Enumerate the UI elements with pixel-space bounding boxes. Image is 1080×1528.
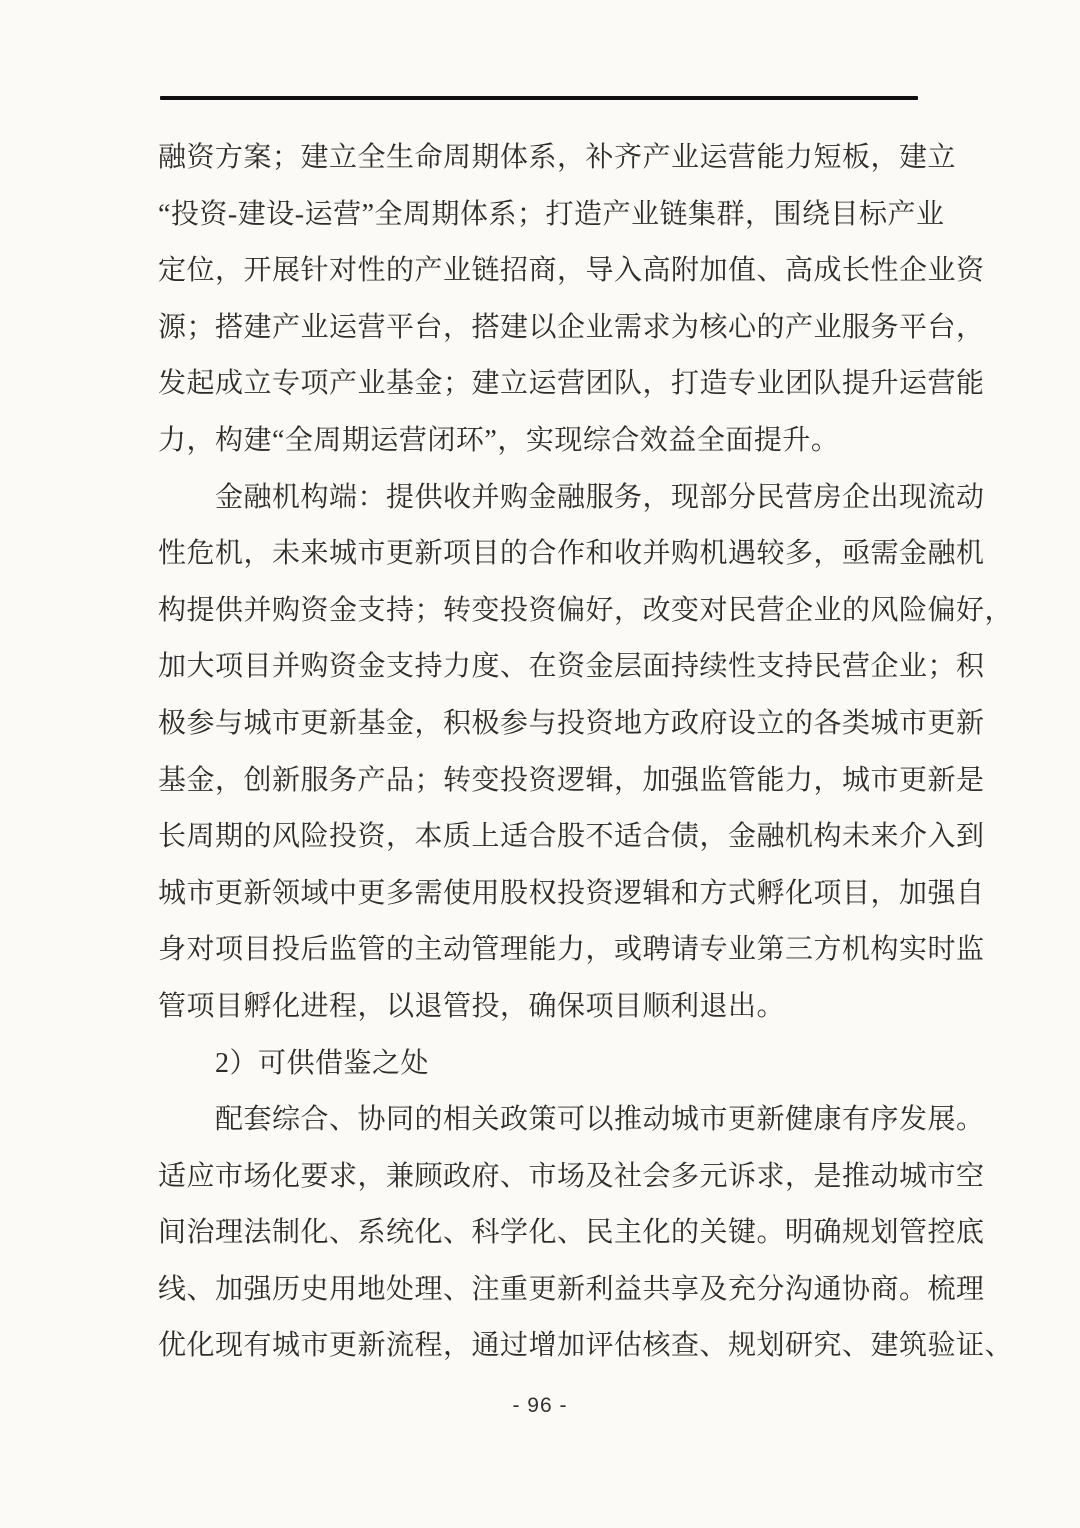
text-line: 优化现有城市更新流程，通过增加评估核查、规划研究、建筑验证、: [158, 1330, 1014, 1362]
text-line: 加大项目并购资金支持力度、在资金层面持续性支持民营企业；积: [158, 651, 985, 683]
text-line: 身对项目投后监管的主动管理能力，或聘请专业第三方机构实时监: [158, 934, 985, 966]
paragraph-policy-lessons: [158, 1092, 1014, 1375]
text-line: “投资-建设-运营”全周期体系；打造产业链集群，围绕目标产业: [158, 198, 945, 230]
text-line: 适应市场化要求，兼顾政府、市场及社会多元诉求，是推动城市空: [158, 1160, 985, 1192]
text-line: 定位，开展针对性的产业链招商，导入高附加值、高成长性企业资: [158, 255, 985, 287]
text-line: 间治理法制化、系统化、科学化、民主化的关键。明确规划管控底: [158, 1217, 985, 1249]
document-body: [158, 130, 1014, 1375]
text-line: 源；搭建产业运营平台，搭建以企业需求为核心的产业服务平台，: [158, 311, 985, 343]
text-line: 配套综合、协同的相关政策可以推动城市更新健康有序发展。: [215, 1104, 985, 1136]
text-line: 发起成立专项产业基金；建立运营团队，打造专业团队提升运营能: [158, 368, 985, 400]
page-number: - 96 -: [512, 1394, 568, 1417]
text-line: 基金，创新服务产品；转变投资逻辑，加强监管能力，城市更新是: [158, 764, 985, 796]
section-heading: 2）可供借鉴之处: [215, 1047, 430, 1079]
text-line: 性危机，未来城市更新项目的合作和收并购机遇较多，亟需金融机: [158, 538, 985, 570]
text-line: 城市更新领域中更多需使用股权投资逻辑和方式孵化项目，加强自: [158, 877, 985, 909]
text-line: 长周期的风险投资，本质上适合股不适合债，金融机构未来介入到: [158, 821, 985, 853]
text-line: 管项目孵化进程，以退管投，确保项目顺利退出。: [158, 990, 786, 1022]
paragraph-financing-plan: [158, 130, 985, 470]
section-heading-lessons: [158, 1036, 924, 1093]
header-rule: [160, 96, 918, 100]
paragraph-financial-institutions: [158, 470, 1014, 1036]
text-line: 力，构建“全周期运营闭环”，实现综合效益全面提升。: [158, 424, 840, 456]
text-line: 构提供并购资金支持；转变投资偏好，改变对民营企业的风险偏好，: [158, 594, 1014, 626]
text-line: 金融机构端：提供收并购金融服务，现部分民营房企出现流动: [215, 481, 985, 513]
text-line: 极参与城市更新基金，积极参与投资地方政府设立的各类城市更新: [158, 707, 985, 739]
text-line: 线、加强历史用地处理、注重更新利益共享及充分沟通协商。梳理: [158, 1273, 985, 1305]
text-line: 融资方案；建立全生命周期体系，补齐产业运营能力短板，建立: [158, 142, 957, 173]
